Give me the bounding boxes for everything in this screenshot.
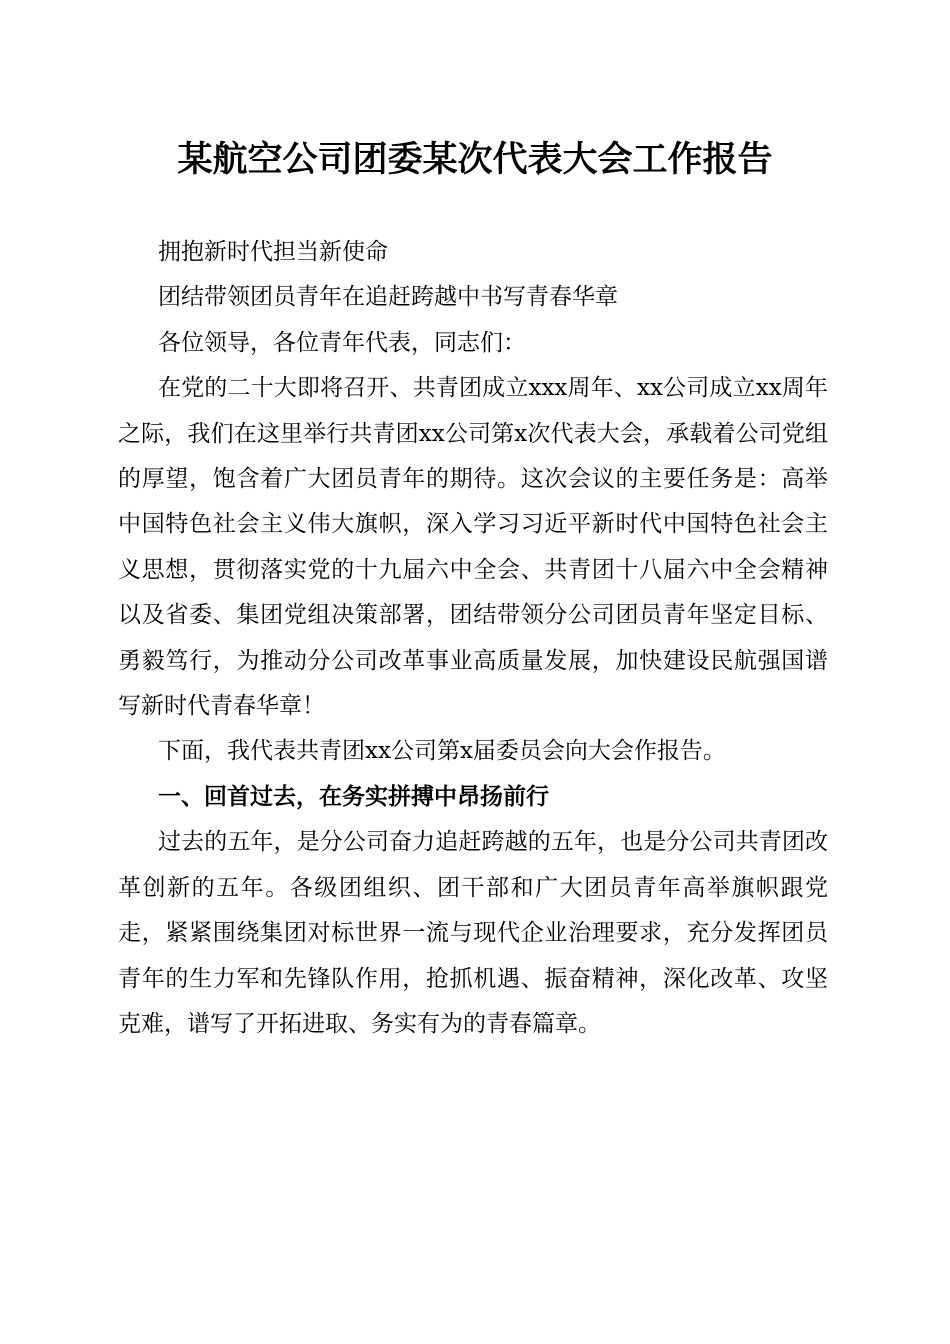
- paragraph-review: 过去的五年，是分公司奋力追赶跨越的五年，也是分公司共青团改革创新的五年。各级团组织、团干部和广大团员青年高举旗帜跟党走，紧紧围绕集团对标世界一流与现代企业治理要求，充分发挥团员青年的生力军和先锋队作用，抢抓机遇、振奋精神，深化改革、攻坚克难，谱写了开拓进取、务实有为的青春篇章。: [118, 829, 828, 1037]
- section-heading-1: 一、回首过去，在务实拼搏中昂扬前行: [158, 783, 549, 810]
- paragraph-report-intro: 下面，我代表共青团xx公司第x届委员会向大会作报告。: [158, 738, 726, 765]
- subtitle-line-2: 团结带领团员青年在追赶跨越中书写青春华章: [158, 284, 618, 311]
- salutation: 各位领导，各位青年代表，同志们：: [158, 329, 526, 356]
- document-title: 某航空公司团委某次代表大会工作报告: [177, 139, 773, 180]
- document-body: [118, 230, 828, 1047]
- paragraph-opening: 在党的二十大即将召开、共青团成立xxx周年、xx公司成立xx周年之际，我们在这里举行共青团xx公司第x次代表大会，承载着公司党组的厚望，饱含着广大团员青年的期待。这次会议的主要任务是：高举中国特色社会主义伟大旗帜，深入学习习近平新时代中国特色社会主义思想，贯彻落实党的十九届六中全会、共青团十八届六中全会精神以及省委、集团党组决策部署，团结带领分公司团员青年坚定目标、勇毅笃行，为推动分公司改革事业高质量发展，加快建设民航强国谱写新时代青春华章！: [118, 375, 828, 720]
- subtitle-line-1: 拥抱新时代担当新使命: [158, 239, 388, 265]
